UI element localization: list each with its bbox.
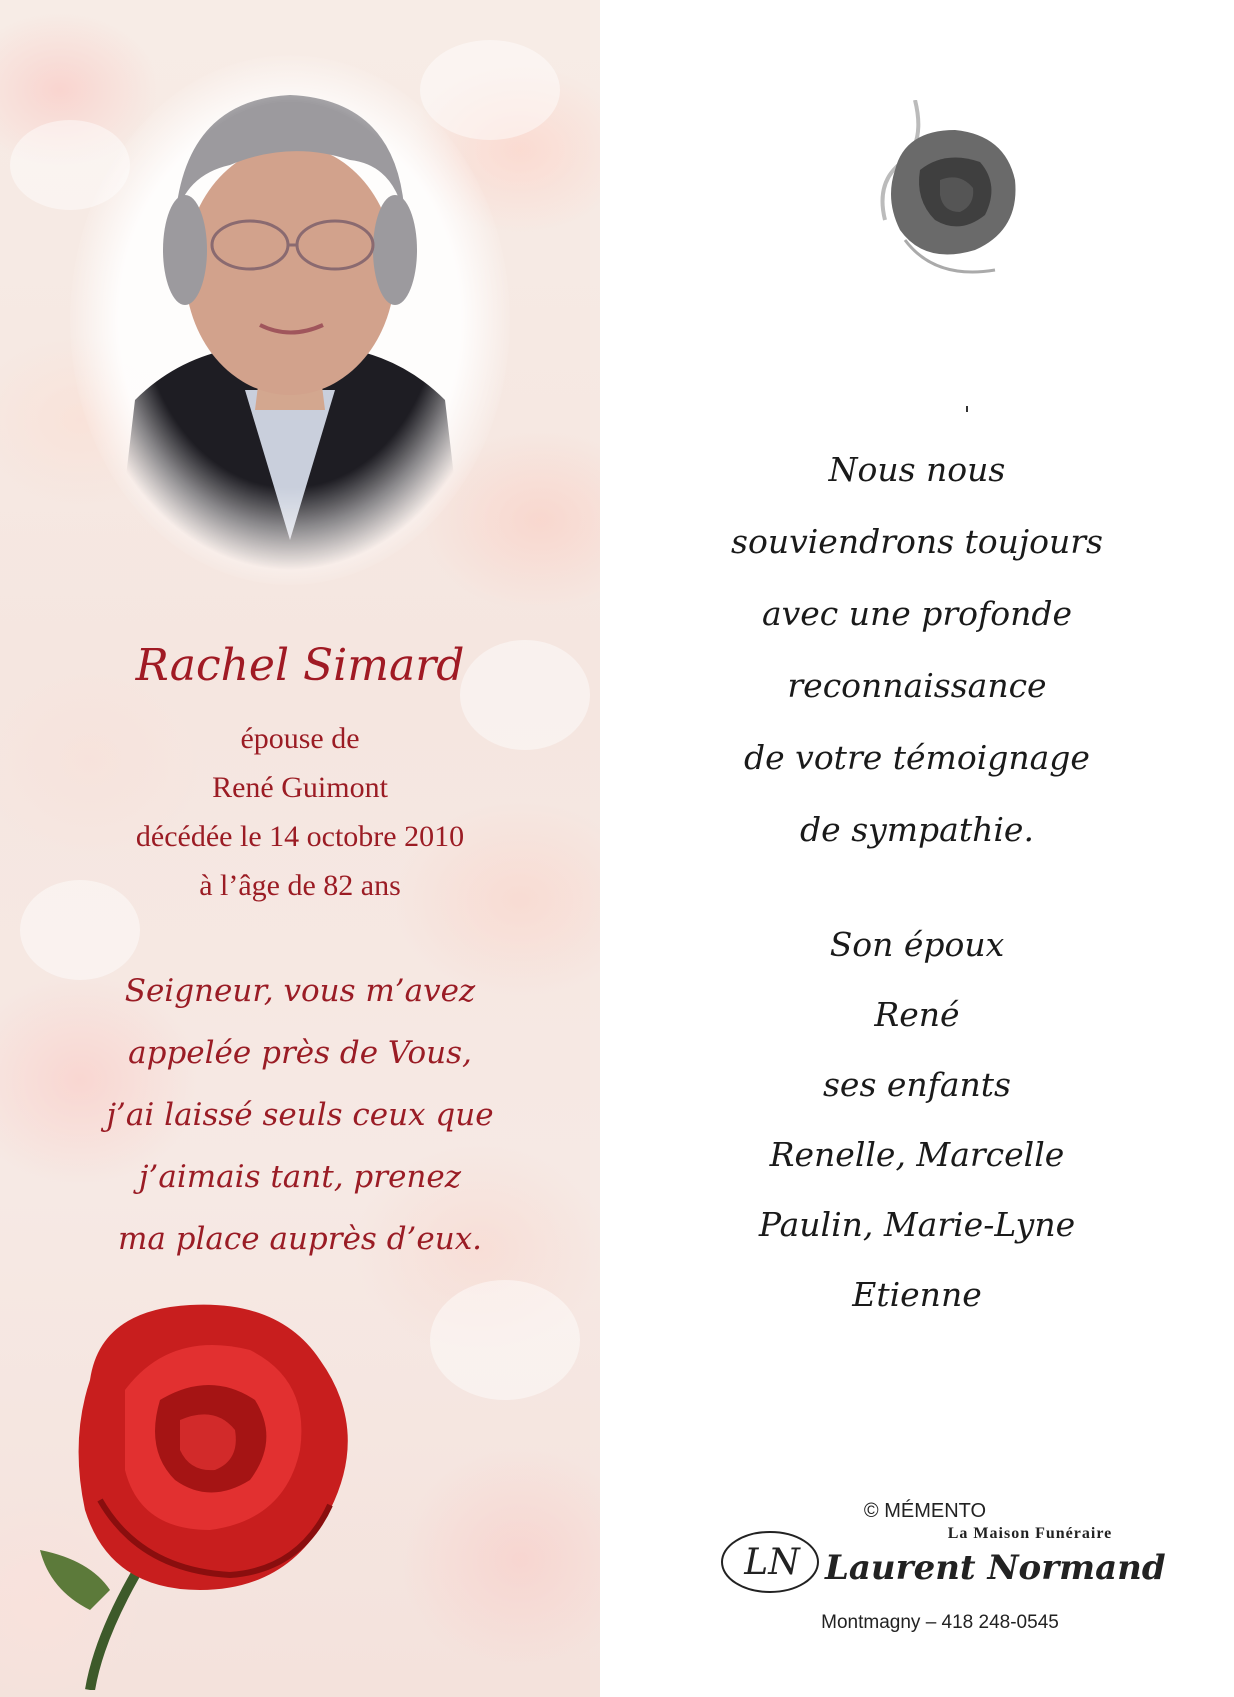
message-line: souviendrons toujours bbox=[731, 522, 1103, 561]
background-petal bbox=[430, 1280, 580, 1400]
portrait-photo bbox=[95, 70, 485, 570]
funeral-home-subtitle: La Maison Funéraire bbox=[947, 1525, 1113, 1542]
right-panel bbox=[600, 0, 1234, 1697]
verse-line: j’ai laissé seuls ceux que bbox=[106, 1097, 494, 1133]
verse-line: ma place auprès d’eux. bbox=[117, 1221, 483, 1257]
family-line: Etienne bbox=[852, 1275, 982, 1314]
info-line: à l’âge de 82 ans bbox=[199, 869, 401, 902]
message-line: de sympathie. bbox=[800, 810, 1034, 849]
verse-line: appelée près de Vous, bbox=[128, 1035, 472, 1071]
message-line: reconnaissance bbox=[787, 666, 1047, 705]
family-line: René bbox=[874, 995, 960, 1034]
funeral-home-contact: Montmagny – 418 248-0545 bbox=[821, 1612, 1059, 1633]
funeral-home-logo bbox=[712, 1528, 822, 1596]
family-line: Renelle, Marcelle bbox=[769, 1135, 1065, 1174]
left-panel bbox=[0, 0, 600, 1697]
deceased-name: Rachel Simard bbox=[135, 640, 465, 691]
copyright-memento: © MÉMENTO bbox=[863, 1500, 987, 1522]
grey-rose-icon bbox=[865, 100, 1025, 300]
verse-line: Seigneur, vous m’avez bbox=[124, 973, 476, 1009]
tiny-mark bbox=[966, 406, 968, 412]
verse-line: j’aimais tant, prenez bbox=[138, 1159, 462, 1195]
red-rose-icon bbox=[30, 1290, 390, 1690]
info-line: décédée le 14 octobre 2010 bbox=[135, 820, 465, 853]
message-line: de votre témoignage bbox=[744, 738, 1090, 777]
info-line: épouse de bbox=[240, 722, 360, 755]
svg-text:LN: LN bbox=[744, 1542, 800, 1583]
family-line: ses enfants bbox=[822, 1065, 1011, 1104]
family-line: Paulin, Marie-Lyne bbox=[758, 1205, 1076, 1244]
message-line: Nous nous bbox=[828, 450, 1006, 489]
message-line: avec une profonde bbox=[761, 594, 1073, 633]
info-line: René Guimont bbox=[212, 771, 388, 804]
family-line: Son époux bbox=[829, 925, 1005, 964]
funeral-home-name: Laurent Normand bbox=[825, 1548, 1166, 1588]
